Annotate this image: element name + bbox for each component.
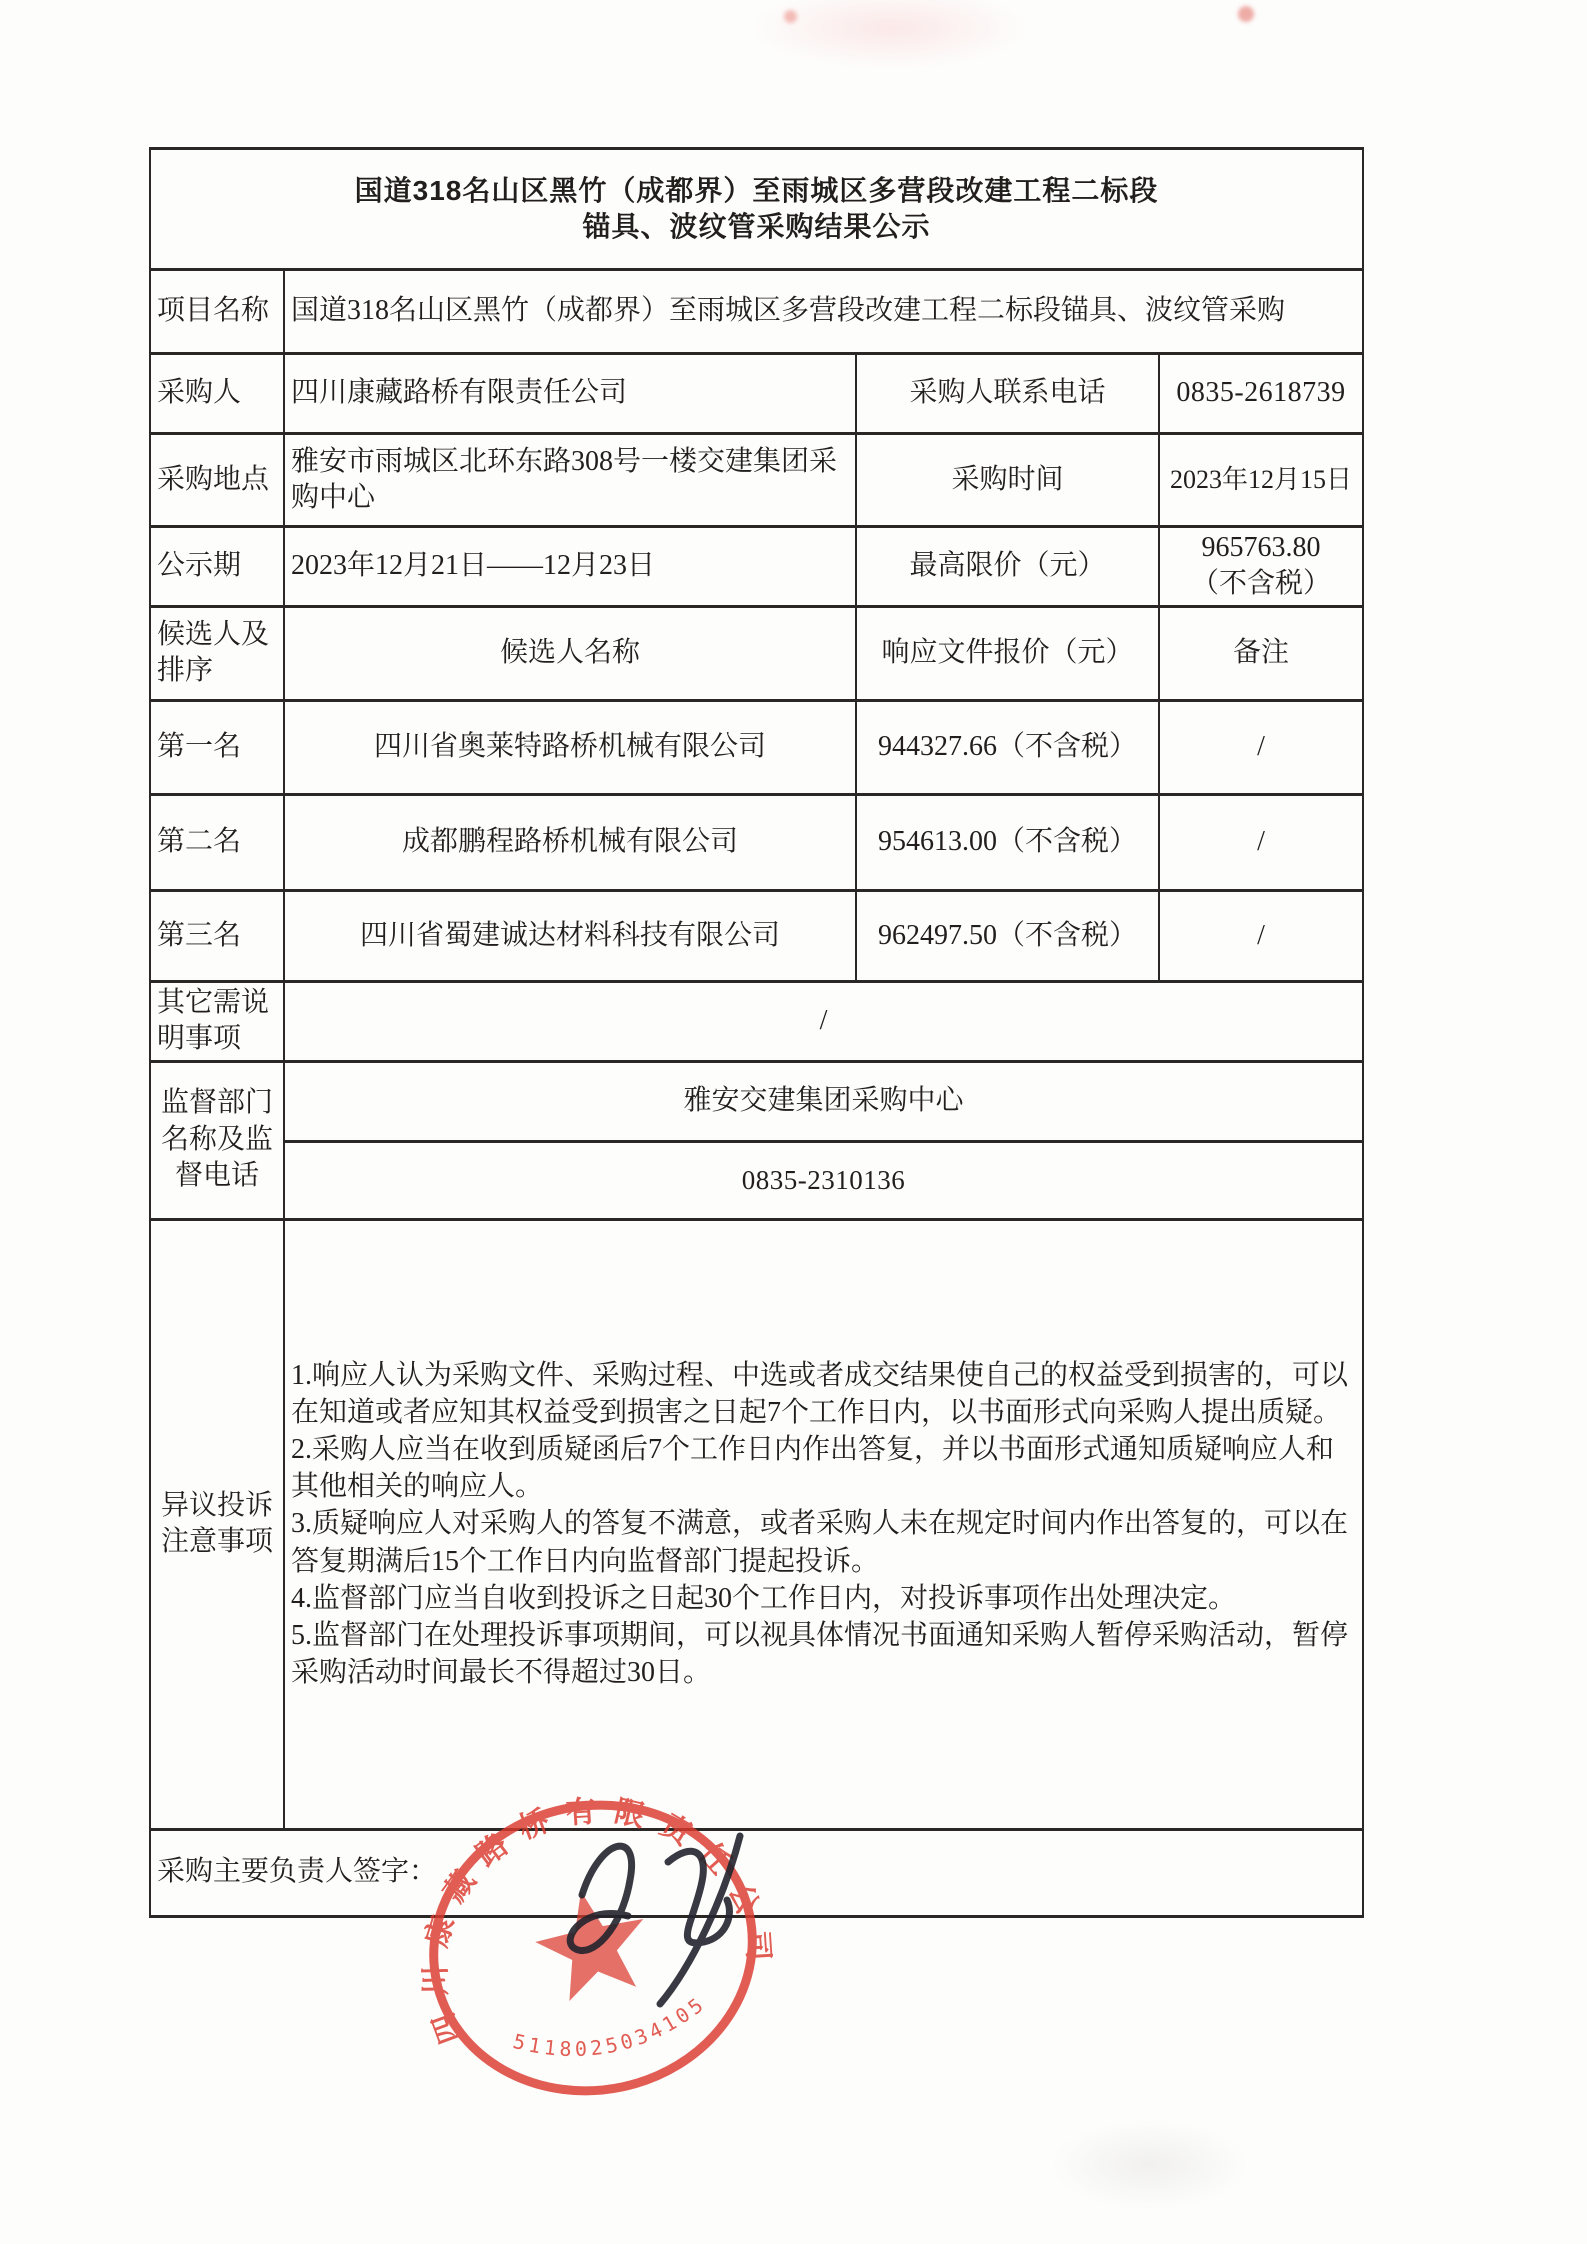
candidate-1-remark: / (1159, 700, 1363, 794)
remark-header: 备注 (1159, 606, 1363, 700)
signature-line (150, 1829, 1363, 1916)
signature-label: 采购主要负责人签字： (157, 1856, 438, 1888)
document-title (150, 149, 1363, 270)
procurement-result-table (149, 147, 1364, 1918)
candidate-2-remark: / (1159, 794, 1363, 890)
candidate-1-rank: 第一名 (150, 700, 284, 794)
table-row (150, 794, 1363, 890)
candidate-2-name: 成都鹏程路桥机械有限公司 (284, 794, 856, 890)
document-title-line1: 国道318名山区黑竹（成都界）至雨城区多营段改建工程二标段 (354, 174, 1159, 206)
scan-artifact (1050, 2120, 1250, 2210)
candidate-1-quote: 944327.66（不含税） (856, 700, 1159, 794)
purchaser-value: 四川康藏路桥有限责任公司 (284, 354, 856, 434)
publicity-period-value: 2023年12月21日——12月23日 (284, 527, 856, 607)
candidate-1-name: 四川省奥莱特路桥机械有限公司 (284, 700, 856, 794)
supervision-dept-value: 雅安交建集团采购中心 (284, 1061, 1363, 1141)
scan-artifact (750, 0, 1030, 70)
table-row (150, 890, 1363, 981)
objection-notice-text (284, 1219, 1363, 1829)
location-value: 雅安市雨城区北环东路308号一楼交建集团采购中心 (284, 434, 856, 527)
max-price-amount: 965763.80 (1201, 532, 1321, 563)
candidate-name-header: 候选人名称 (284, 606, 856, 700)
objection-item-4: 4.监督部门应当自收到投诉之日起30个工作日内，对投诉事项作出处理决定。 (291, 1582, 1237, 1614)
candidate-3-rank: 第三名 (150, 890, 284, 981)
candidate-3-quote: 962497.50（不含税） (856, 890, 1159, 981)
candidate-2-rank: 第二名 (150, 794, 284, 890)
candidate-2-quote: 954613.00（不含税） (856, 794, 1159, 890)
seal-company-name: 四川康藏路桥有限责任公司 (418, 1794, 773, 2048)
project-name-value: 国道318名山区黑竹（成都界）至雨城区多营段改建工程二标段锚具、波纹管采购 (284, 270, 1363, 354)
purchaser-phone-value: 0835-2618739 (1159, 354, 1363, 434)
table-row (150, 700, 1363, 794)
document-title-line2: 锚具、波纹管采购结果公示 (582, 211, 931, 242)
candidate-rank-header: 候选人及排序 (150, 606, 284, 700)
max-price-tax-note: （不含税） (1191, 568, 1332, 600)
max-price-label: 最高限价（元） (856, 527, 1159, 607)
supervision-label: 监督部门名称及监督电话 (150, 1061, 284, 1219)
objection-item-5: 5.监督部门在处理投诉事项期间，可以视具体情况书面通知采购人暂停采购活动，暂停采购活动时间最长不得超过30日。 (291, 1620, 1349, 1689)
location-label: 采购地点 (150, 434, 284, 527)
scan-artifact (1238, 6, 1254, 22)
purchaser-phone-label: 采购人联系电话 (856, 354, 1159, 434)
max-price-value (1159, 527, 1363, 607)
supervision-phone-value: 0835-2310136 (284, 1141, 1363, 1219)
quote-header: 响应文件报价（元） (856, 606, 1159, 700)
objection-notice-label: 异议投诉注意事项 (150, 1219, 284, 1829)
project-name-label: 项目名称 (150, 270, 284, 354)
publicity-period-label: 公示期 (150, 527, 284, 607)
purchase-time-label: 采购时间 (856, 434, 1159, 527)
scan-artifact (784, 10, 797, 23)
objection-item-1: 1.响应人认为采购文件、采购过程、中选或者成交结果使自己的权益受到损害的，可以在知道或者应知其权益受到损害之日起7个工作日内，以书面形式向采购人提出质疑。 (291, 1359, 1349, 1428)
other-notes-value: / (284, 981, 1363, 1061)
seal-serial-number: 5118025034105 (510, 1990, 711, 2062)
candidate-3-remark: / (1159, 890, 1363, 981)
purchase-time-value: 2023年12月15日 (1159, 434, 1363, 527)
purchaser-label: 采购人 (150, 354, 284, 434)
objection-item-3: 3.质疑响应人对采购人的答复不满意，或者采购人未在规定时间内作出答复的，可以在答复期满后15个工作日内向监督部门提起投诉。 (291, 1508, 1349, 1577)
objection-item-2: 2.采购人应当在收到质疑函后7个工作日内作出答复，并以书面形式通知质疑响应人和其他相关的响应人。 (291, 1433, 1335, 1503)
candidate-3-name: 四川省蜀建诚达材料科技有限公司 (284, 890, 856, 981)
other-notes-label: 其它需说明事项 (150, 981, 284, 1061)
